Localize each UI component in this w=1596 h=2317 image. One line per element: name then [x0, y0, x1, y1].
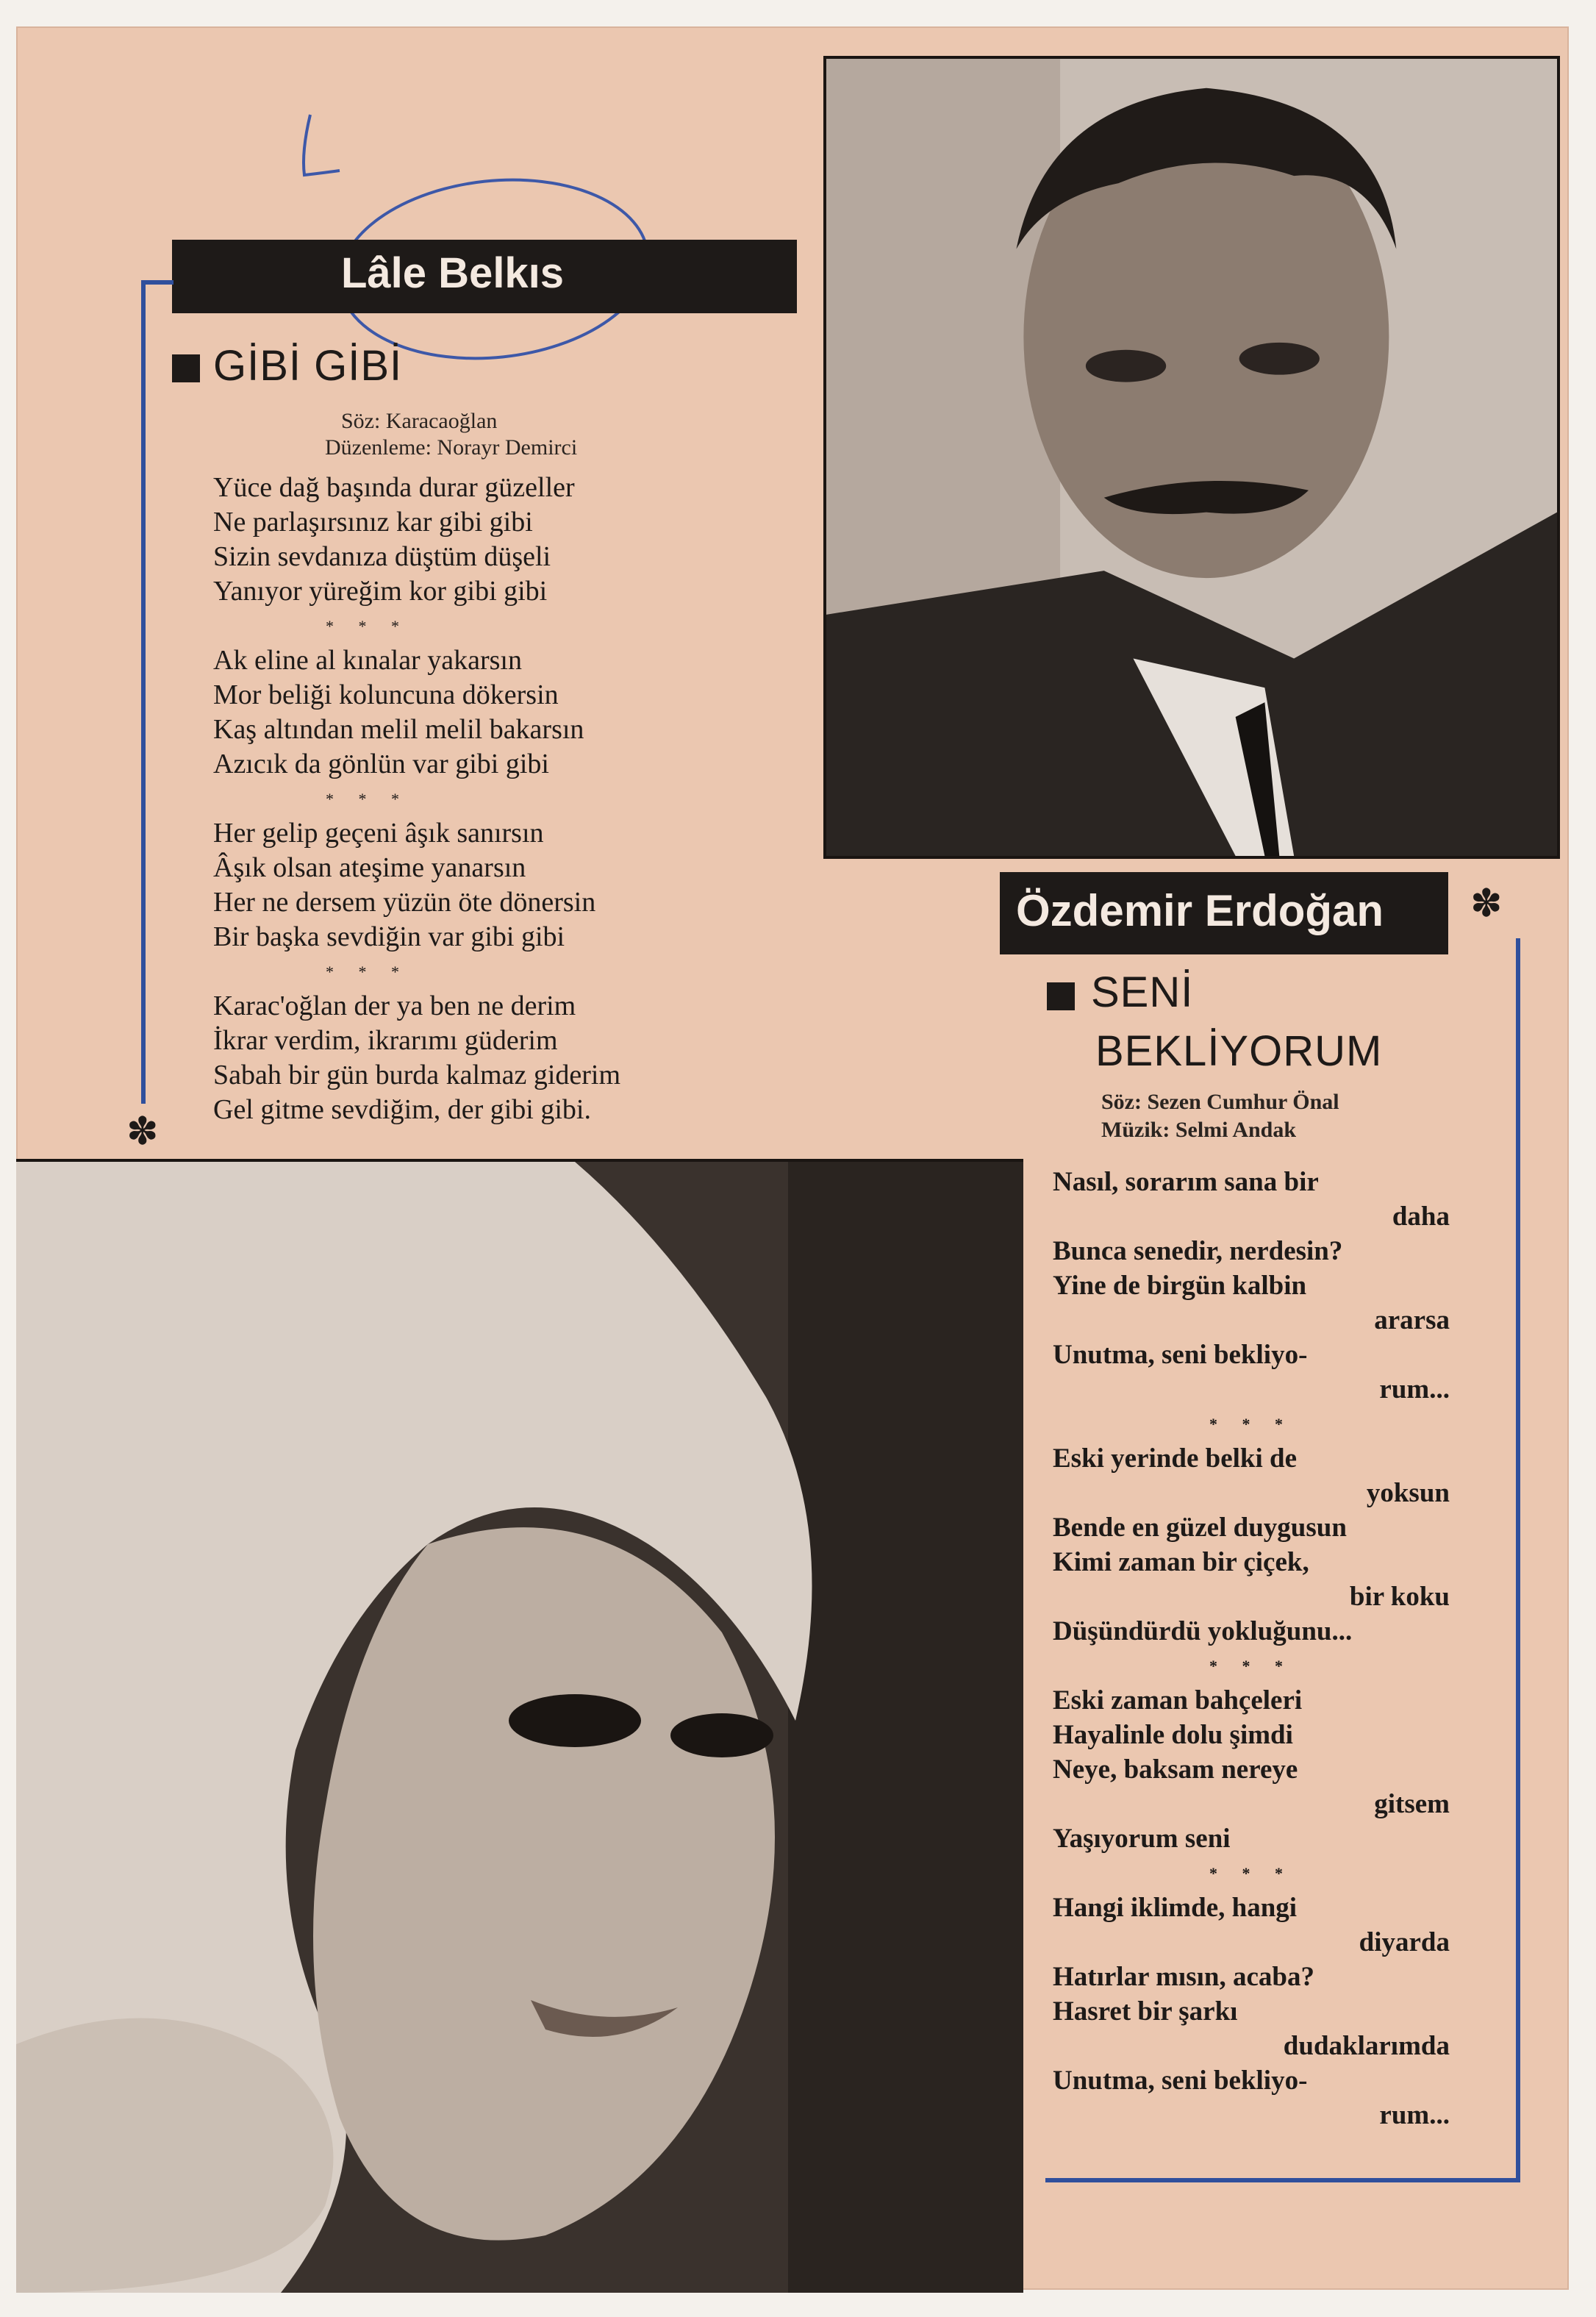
pen-frame-bottom [1045, 2178, 1520, 2182]
lyric-line: Gel gitme sevdiğim, der gibi gibi. [213, 1094, 591, 1125]
lyric-line: Hayalinle dolu şimdi [1053, 1720, 1293, 1750]
music-credit: Müzik: Selmi Andak [1101, 1118, 1297, 1142]
verse-separator: * * * [1209, 1415, 1293, 1433]
lyric-line: Âşık olsan ateşime yanarsın [213, 852, 526, 883]
song-title-line1: SENİ [1091, 968, 1194, 1016]
lyrics-credit: Söz: Karacaoğlan [341, 409, 498, 433]
lyric-line: Eski zaman bahçeleri [1053, 1685, 1303, 1716]
verse-separator: * * * [326, 617, 409, 635]
lyric-line: Sabah bir gün burda kalmaz giderim [213, 1060, 621, 1090]
lyric-line: Yine de birgün kalbin [1053, 1271, 1307, 1301]
lyric-line: daha [1392, 1202, 1450, 1232]
title-square-marker [172, 354, 200, 382]
lyric-line: ararsa [1374, 1305, 1450, 1335]
lyric-line: Yaşıyorum seni [1053, 1824, 1231, 1854]
lyric-line: yoksun [1366, 1478, 1450, 1508]
artist-name: Özdemir Erdoğan [1016, 886, 1384, 935]
lyric-line: Hatırlar mısın, acaba? [1053, 1962, 1314, 1992]
lyric-line: Bende en güzel duygusun [1053, 1513, 1347, 1543]
lyric-line: İkrar verdim, ikrarımı güderim [213, 1025, 558, 1056]
lyric-line: Bunca senedir, nerdesin? [1053, 1236, 1343, 1266]
lyric-line: Kimi zaman bir çiçek, [1053, 1547, 1309, 1577]
lyric-line: Eski yerinde belki de [1053, 1443, 1298, 1474]
ozdemir-erdogan-header-bar [1000, 872, 1448, 954]
verse-separator: * * * [326, 790, 409, 808]
lyric-line: Neye, baksam nereye [1053, 1754, 1298, 1785]
artist-name: Lâle Belkıs [341, 249, 565, 297]
arrangement-credit: Düzenleme: Norayr Demirci [325, 435, 578, 460]
lyrics-credit: Söz: Sezen Cumhur Önal [1101, 1090, 1339, 1114]
flower-ornament-right: ✽ [1470, 883, 1503, 925]
pen-frame-right [1516, 938, 1520, 2181]
lyric-line: Azıcık da gönlün var gibi gibi [213, 749, 549, 779]
lyric-line: Düşündürdü yokluğunu... [1053, 1616, 1353, 1646]
lyric-line: rum... [1379, 2100, 1450, 2130]
lyric-line: gitsem [1374, 1789, 1450, 1819]
lyric-line: rum... [1379, 1374, 1450, 1404]
song-title-gibi-gibi: GİBİ GİBİ [213, 342, 403, 390]
lyric-line: Unutma, seni bekliyo- [1053, 2066, 1308, 2096]
gibi-gibi-lyrics [213, 471, 787, 1127]
lale-belkis-photo [16, 1159, 1023, 2293]
lyric-line: Hasret bir şarkı [1053, 1996, 1238, 2027]
lyric-line: Unutma, seni bekliyo- [1053, 1340, 1308, 1370]
lyric-line: Sizin sevdanıza düştüm düşeli [213, 541, 551, 572]
lyric-line: Nasıl, sorarım sana bir [1053, 1167, 1319, 1197]
verse-separator: * * * [1209, 1657, 1293, 1675]
flower-ornament-left: ✽ [126, 1111, 159, 1153]
verse-separator: * * * [326, 963, 409, 981]
seni-bekliyorum-lyrics [1053, 1165, 1450, 2132]
lyric-line: Yanıyor yüreğim kor gibi gibi [213, 576, 548, 607]
lyric-line: bir koku [1349, 1582, 1450, 1612]
lyric-line: Ak eline al kınalar yakarsın [213, 645, 522, 676]
lyric-line: Her gelip geçeni âşık sanırsın [213, 818, 544, 849]
pen-frame-top-left [141, 280, 173, 285]
lyric-line: Karac'oğlan der ya ben ne derim [213, 990, 576, 1021]
verse-separator: * * * [1209, 1864, 1293, 1882]
lyric-line: Bir başka sevdiğin var gibi gibi [213, 921, 565, 952]
lale-belkis-header-bar [172, 240, 797, 313]
lyric-line: dudaklarımda [1283, 2031, 1450, 2061]
lyric-line: Mor beliği koluncuna dökersin [213, 679, 559, 710]
lyric-line: Hangi iklimde, hangi [1053, 1893, 1298, 1923]
lyric-line: diyarda [1359, 1927, 1450, 1957]
title-square-marker [1047, 982, 1075, 1010]
lyric-line: Kaş altından melil melil bakarsın [213, 714, 584, 745]
ozdemir-erdogan-photo [823, 56, 1560, 859]
lyric-line: Ne parlaşırsınız kar gibi gibi [213, 507, 533, 538]
newspaper-clipping [16, 26, 1569, 2290]
lyric-line: Yüce dağ başında durar güzeller [213, 472, 575, 503]
song-title-line2: BEKLİYORUM [1095, 1027, 1383, 1075]
lyric-line: Her ne dersem yüzün öte dönersin [213, 887, 596, 918]
pen-frame-left [141, 280, 146, 1104]
